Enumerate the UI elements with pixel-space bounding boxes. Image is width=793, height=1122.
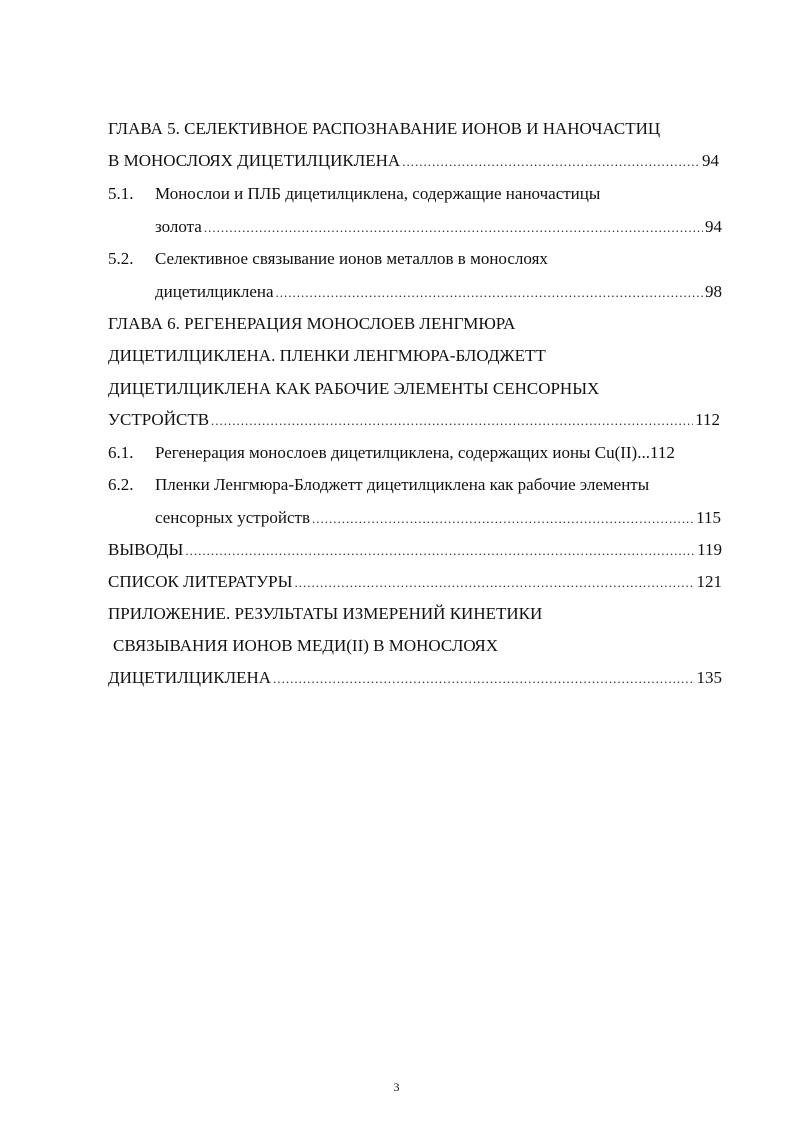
dot-leader [185,539,695,563]
toc-conclusions-entry[interactable] [108,538,722,562]
dot-leader [273,667,694,691]
toc-page-number: 121 [696,572,722,591]
toc-page-number: 98 [705,282,722,301]
section-number: 5.2. [108,249,134,268]
toc-section-5-1-title [108,182,600,206]
toc-section-6-2-title [108,473,649,497]
toc-page-number: 112 [695,410,720,429]
toc-text: ГЛАВА 6. РЕГЕНЕРАЦИЯ МОНОСЛОЕВ ЛЕНГМЮРА [108,314,516,333]
toc-chapter-6-title-2 [108,344,546,368]
page-number: 3 [393,1080,400,1094]
toc-text: СПИСОК ЛИТЕРАТУРЫ [108,572,293,591]
dot-leader [402,150,700,174]
section-number: 5.1. [108,184,134,203]
section-number: 6.1. [108,443,134,462]
dot-leader [276,281,703,305]
toc-text: Монослои и ПЛБ дицетилциклена, содержащие наночастицы [155,184,601,203]
toc-chapter-6-title-3 [108,377,599,401]
dot-leader [204,216,703,240]
toc-text: Селективное связывание ионов металлов в монослоях [155,249,548,268]
toc-chapter-6-entry[interactable] [108,408,720,432]
toc-references-entry[interactable] [108,570,722,594]
toc-page-number: 119 [697,540,722,559]
toc-text: В МОНОСЛОЯХ ДИЦЕТИЛЦИКЛЕНА [108,151,401,170]
toc-section-6-1-entry[interactable] [108,441,722,465]
toc-page-number: 115 [696,508,721,527]
toc-text: УСТРОЙСТВ [108,410,210,429]
toc-text: ДИЦЕТИЛЦИКЛЕНА КАК РАБОЧИЕ ЭЛЕМЕНТЫ СЕНСОРНЫХ [108,379,600,398]
toc-text: ВЫВОДЫ [108,540,184,559]
toc-section-5-2-entry[interactable] [155,280,722,304]
toc-section-5-2-title [108,247,548,271]
toc-chapter-5-entry[interactable] [108,149,719,173]
toc-section-5-1-entry[interactable] [155,215,722,239]
toc-text: дицетилциклена [155,282,274,301]
toc-text: СВЯЗЫВАНИЯ ИОНОВ МЕДИ(II) В МОНОСЛОЯХ [113,636,499,655]
toc-chapter-6-title-1 [108,312,515,336]
toc-appendix-title-2 [113,634,498,658]
dot-leader [312,507,694,531]
toc-text: золота [155,217,202,236]
toc-appendix-title-1 [108,602,542,626]
section-number: 6.2. [108,475,134,494]
toc-appendix-entry[interactable] [108,666,722,690]
toc-page-number: 112 [649,443,675,462]
toc-page-number: 94 [705,217,722,236]
toc-page-number: 94 [702,151,719,170]
toc-text: Регенерация монослоев дицетилциклена, содержащих ионы Cu(II)... [155,443,650,462]
toc-page-number: 135 [696,668,722,687]
dot-leader [211,409,693,433]
toc-text: ДИЦЕТИЛЦИКЛЕНА. ПЛЕНКИ ЛЕНГМЮРА-БЛОДЖЕТТ [108,346,546,365]
toc-text: ПРИЛОЖЕНИЕ. РЕЗУЛЬТАТЫ ИЗМЕРЕНИЙ КИНЕТИКИ [108,604,543,623]
toc-text: Пленки Ленгмюра-Блоджетт дицетилциклена как рабочие элементы [155,475,650,494]
toc-text: ГЛАВА 5. СЕЛЕКТИВНОЕ РАСПОЗНАВАНИЕ ИОНОВ И НАНОЧАСТИЦ [108,119,661,138]
toc-text: ДИЦЕТИЛЦИКЛЕНА [108,668,272,687]
dot-leader [294,571,694,595]
toc-text: сенсорных устройств [155,508,310,527]
toc-chapter-5-title [108,117,660,141]
toc-section-6-2-entry[interactable] [155,506,721,530]
